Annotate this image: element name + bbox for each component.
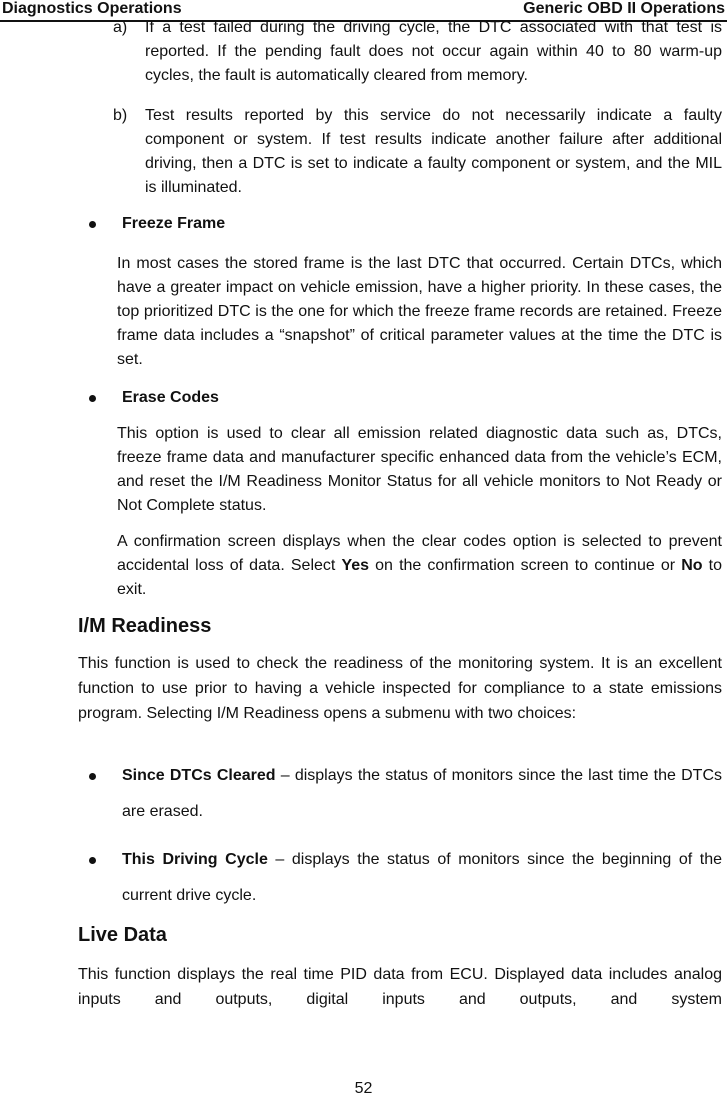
bullet-icon — [89, 395, 96, 402]
text-span: A confirmation screen displays when the clear codes option is selected to prevent accidental loss of data. Select — [117, 533, 722, 574]
page-number: 52 — [354, 1080, 373, 1097]
yes-term: Yes — [341, 557, 370, 574]
live-data-text: This function displays the real time PID data from ECU. Displayed data includes analog inputs and outputs, digital inputs and outputs, and system — [78, 966, 722, 1008]
text-span: to exit. — [117, 557, 723, 598]
list-label-a: a) — [113, 19, 128, 36]
bullet-icon — [89, 773, 96, 780]
text-span: on the confirmation screen to continue or — [369, 557, 682, 574]
im-option-this-driving-cycle — [122, 842, 722, 914]
freeze-frame-text: In most cases the stored frame is the last DTC that occurred. Certain DTCs, which have a greater impact on vehicle emission, have a higher priority. In these cases, the top prioritized DTC is the one for which the freeze frame records are retained. Freeze frame data includes a “snapshot” of critical parameter values at the time the DTC is set. — [117, 255, 722, 368]
option-term: This Driving Cycle — [122, 851, 268, 868]
freeze-frame-title: Freeze Frame — [122, 215, 226, 232]
header-section-title: Diagnostics Operations — [2, 0, 182, 17]
erase-codes-title: Erase Codes — [122, 389, 219, 406]
option-description: – displays the status of monitors since the last time the DTCs are erased. — [122, 767, 722, 820]
list-item-a: If a test failed during the driving cycle, the DTC associated with that test is reported. If the pending fault does not occur again within 40 to 80 warm-up cycles, the fault is automatically cleared from memory. — [145, 19, 722, 84]
im-readiness-heading: I/M Readiness — [78, 615, 212, 637]
option-description: – displays the status of monitors since the beginning of the current drive cycle. — [122, 851, 722, 904]
option-term: Since DTCs Cleared — [122, 767, 276, 784]
list-label-b: b) — [113, 107, 128, 124]
im-option-since-dtcs-cleared — [122, 758, 722, 830]
header-chapter-title: Generic OBD II Operations — [523, 0, 725, 17]
list-item-b: Test results reported by this service do not necessarily indicate a faulty component or system. If test results indicate another failure after additional driving, then a DTC is set to indicate a faulty component or system, and the MIL is illuminated. — [145, 107, 722, 196]
erase-codes-text: This option is used to clear all emission related diagnostic data such as, DTCs, freeze frame data and manufacturer specific enhanced data from the vehicle’s ECM, and reset the I/M Readiness Monitor Status for all vehicle monitors to Not Ready or Not Complete status. — [117, 425, 722, 514]
erase-codes-confirmation-text — [117, 530, 722, 602]
bullet-icon — [89, 857, 96, 864]
im-readiness-text: This function is used to check the readiness of the monitoring system. It is an excellent function to use prior to having a vehicle inspected for compliance to a state emissions program. Selecting I/M Readiness opens a submenu with two choices: — [78, 655, 722, 722]
no-term: No — [681, 557, 703, 574]
bullet-icon — [89, 221, 96, 228]
live-data-heading: Live Data — [78, 924, 167, 946]
